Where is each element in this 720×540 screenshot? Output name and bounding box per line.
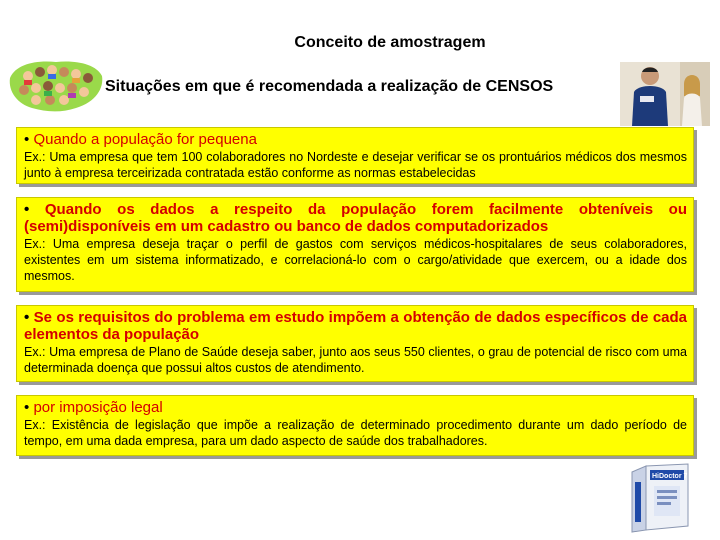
situation-heading bbox=[24, 201, 687, 235]
censo-situation-small-population bbox=[16, 127, 694, 184]
population-map-illustration bbox=[6, 58, 106, 114]
situation-example: Ex.: Existência de legislação que impõe a realização de determinado procedimento durante um dado período de tempo, em uma dada empresa, para um dado aspecto de saúde dos trabalhadores. bbox=[24, 418, 687, 448]
censo-situation-legal-requirement bbox=[16, 395, 694, 456]
situation-example: Ex.: Uma empresa que tem 100 colaboradores no Nordeste e desejar verificar se os prontuários médicos dos mesmos junto à empresa terceirizada contratada estão conforme as normas estabelecidas bbox=[24, 150, 687, 180]
page-title: Conceito de amostragem bbox=[294, 34, 486, 51]
software-box-illustration bbox=[624, 462, 696, 534]
situation-heading bbox=[24, 309, 687, 343]
situation-heading-text: Quando a população for pequena bbox=[33, 131, 257, 148]
situation-heading bbox=[24, 131, 687, 148]
bullet: • bbox=[24, 399, 30, 416]
bullet: • bbox=[24, 131, 30, 148]
situation-heading-text: Quando os dados a respeito da população forem facilmente obteníveis ou (semi)disponíveis em um cadastro ou banco de dados computadorizados bbox=[24, 201, 687, 235]
situation-heading-text: Se os requisitos do problema em estudo impõem a obtenção de dados específicos de cada elementos da população bbox=[24, 309, 688, 343]
censo-situation-specific-data bbox=[16, 305, 694, 382]
situation-heading bbox=[24, 399, 687, 416]
page-subtitle: Situações em que é recomendada a realização de CENSOS bbox=[105, 78, 554, 95]
bullet: • bbox=[24, 309, 30, 326]
census-interviewer-photo bbox=[620, 62, 710, 126]
censo-situation-available-data bbox=[16, 197, 694, 292]
bullet: • bbox=[24, 201, 30, 218]
situation-example: Ex.: Uma empresa de Plano de Saúde deseja saber, junto aos seus 550 clientes, o grau de potencial de risco com uma determinada doença que possui altos custos de atendimento. bbox=[24, 345, 687, 375]
situation-heading-text: por imposição legal bbox=[33, 399, 163, 416]
software-logo-text: HiDoctor 7 bbox=[652, 473, 688, 480]
situation-example: Ex.: Uma empresa deseja traçar o perfil de gastos com serviços médicos-hospitalares de seus colaboradores, existentes em um sistema informatizado, e correlacioná-lo com o cargo/atividade que exercem, ou a idade dos mesmos. bbox=[24, 237, 687, 283]
